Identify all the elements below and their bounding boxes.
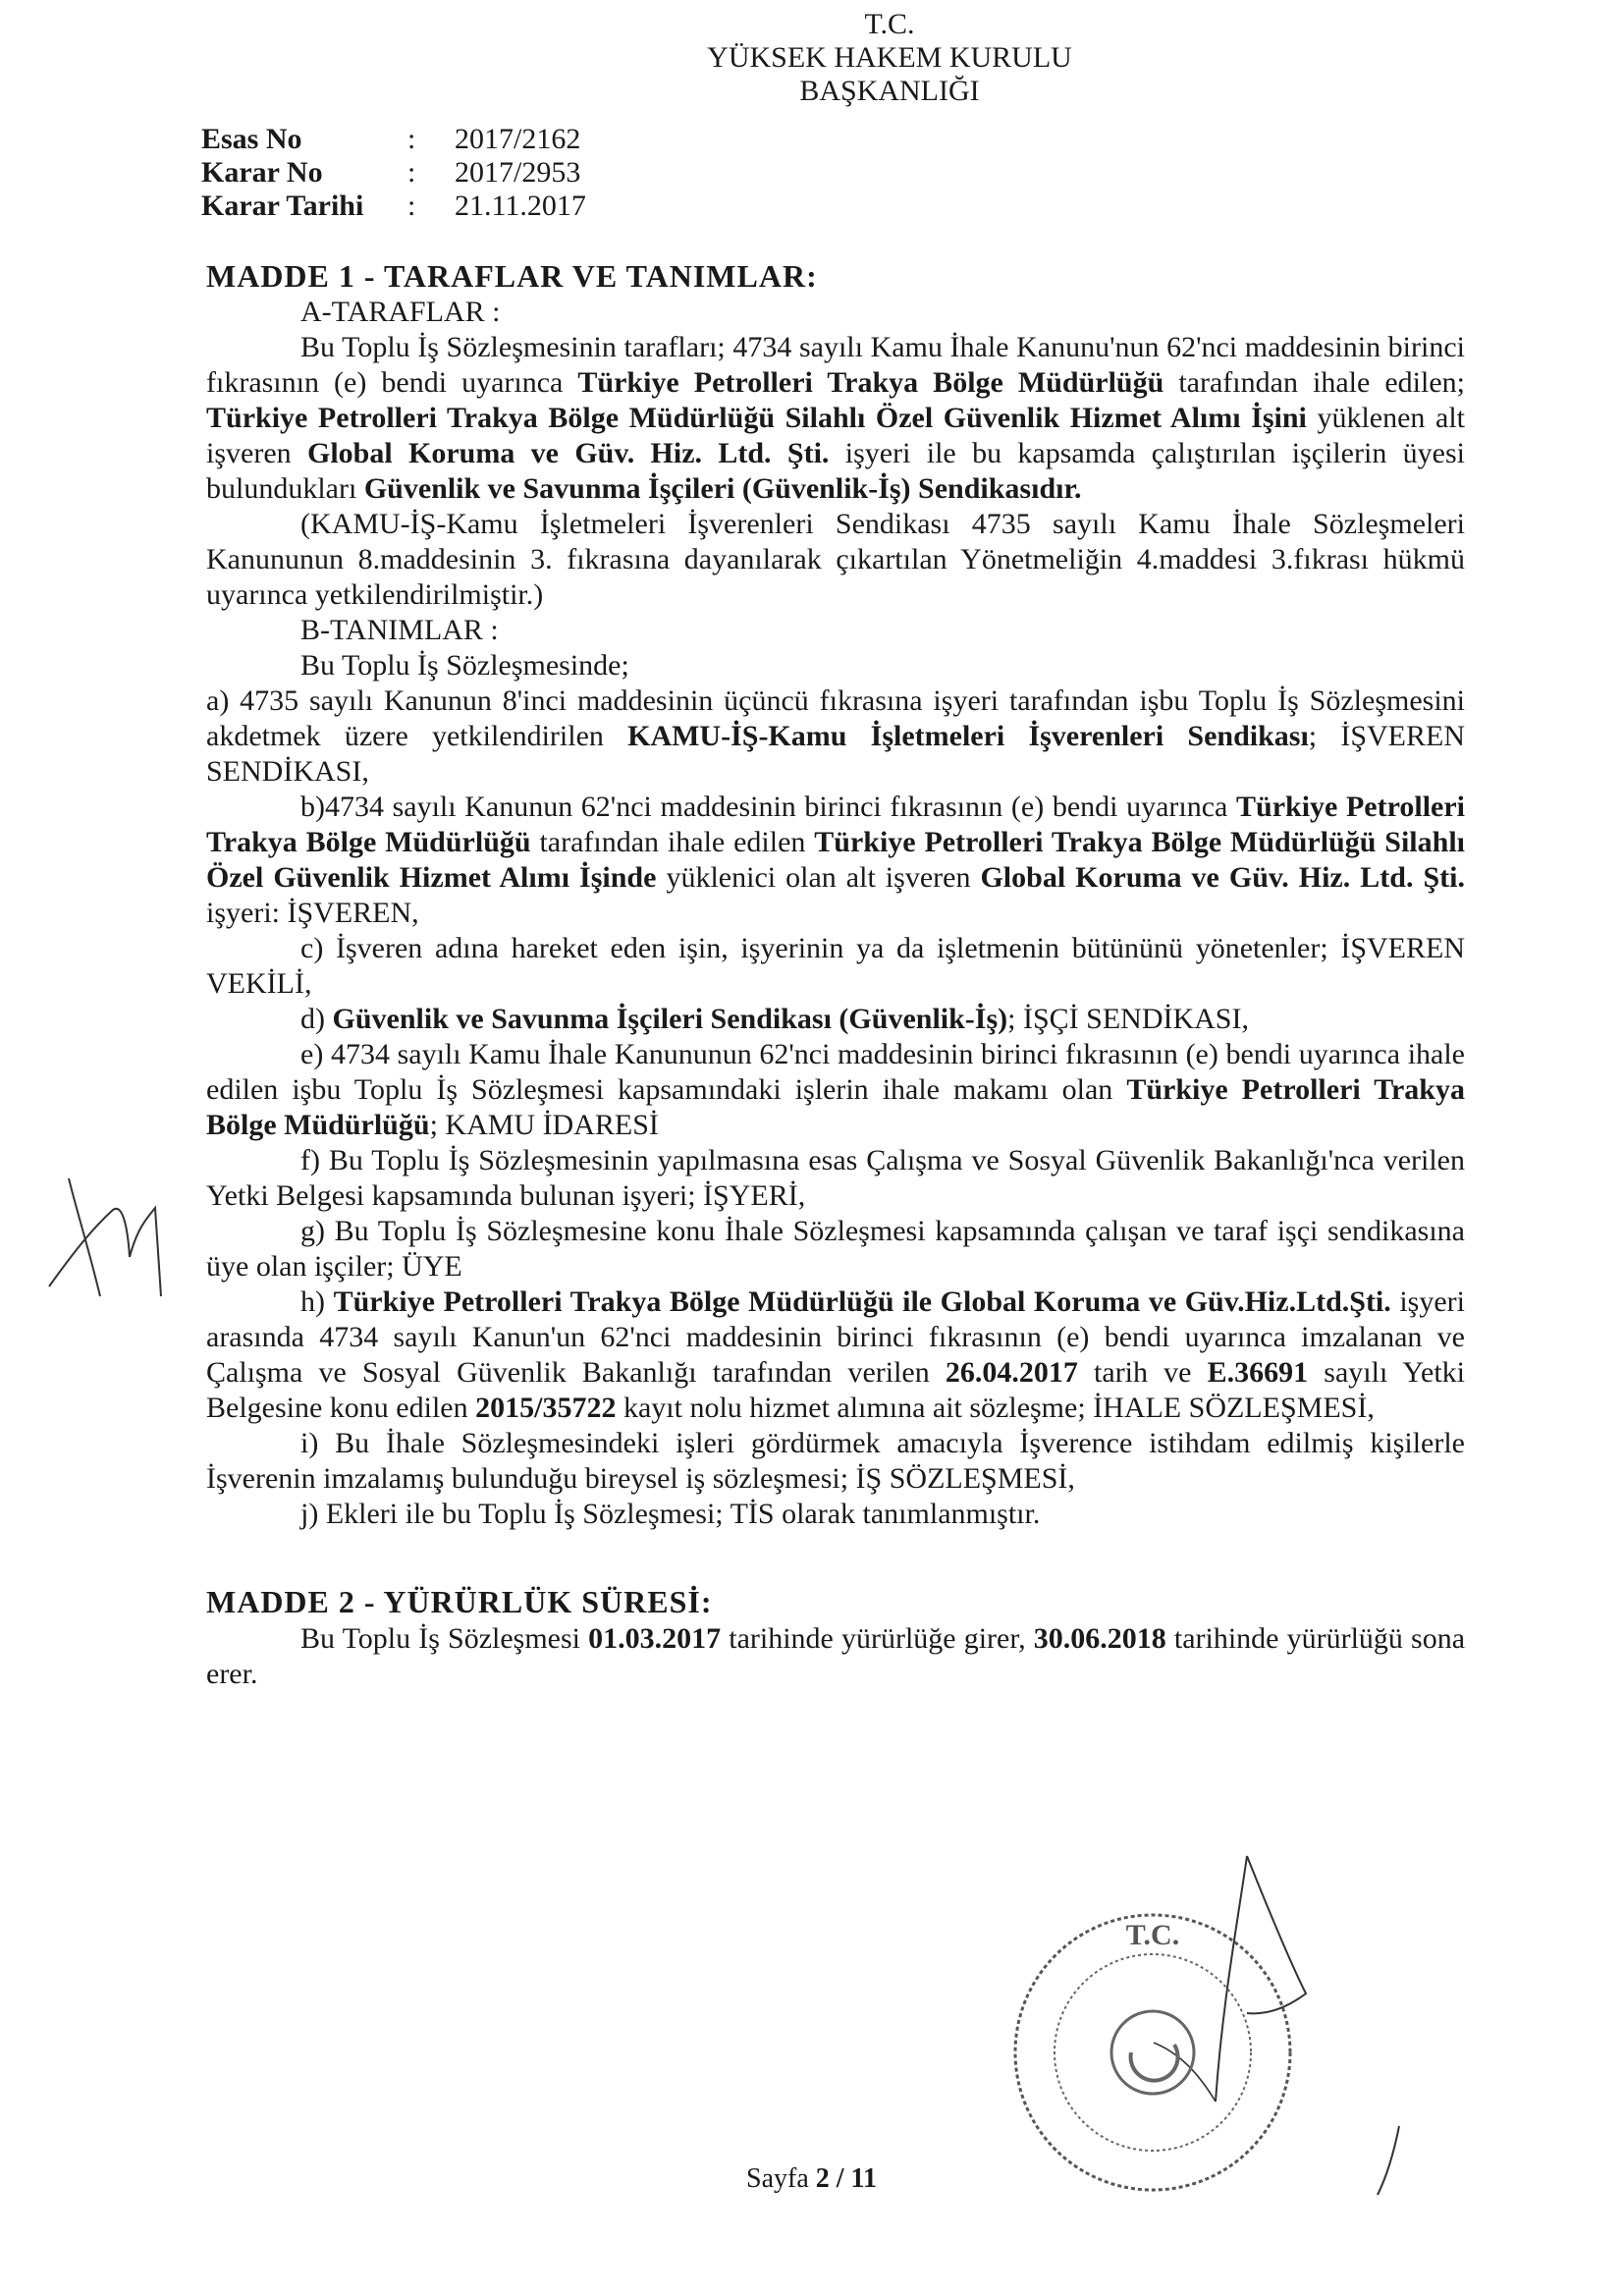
text: e) 4734 sayılı Kamu İhale Kanununun 62'nci maddesinin birinci fıkrasının (e) bendi uyarınca ihale edilen işbu Toplu İş Sözleşmesi kapsamındaki işlerin ihale makamı olan [206,1038,1465,1107]
text: tarihinde yürürlüğü sona erer. [206,1621,1466,1690]
text: j) Ekleri ile bu Toplu İş Sözleşmesi; TİS olarak tanımlanmıştır. [300,1498,1041,1531]
text: ; KAMU İDARESİ [429,1109,659,1142]
text: işyeri arasında 4734 sayılı Kanun'un 62'nci maddesinin birinci fıkrasının (e) bendi uyarınca imzalanan ve Çalışma ve Sosyal Güvenlik Bakanlığı tarafından verilen [206,1285,1465,1390]
definition-item [206,1037,1465,1143]
text: yüklenen alt işveren [206,402,1465,470]
text: yüklenici olan alt işveren [656,861,981,895]
definition-item [206,931,1465,1002]
text: i) Bu İhale Sözleşmesindeki işleri gördürmek amacıyla İşverence istihdam edilmiş kişilerle İşverenin imzalamış bulunduğu bireysel iş sözleşmesi; İŞ SÖZLEŞMESİ, [206,1427,1465,1496]
seal-text: T.C. [1125,1919,1180,1951]
text: tarafından ihale edilen [530,826,815,859]
esas-row [201,122,586,155]
text: h) [300,1285,334,1319]
bold-text: KAMU-İŞ-Kamu İşletmeleri İşverenleri Sendikası [627,720,1309,753]
taraflar-paragraph [206,330,1465,507]
karar-label: Karar No [201,156,323,189]
bold-text: 30.06.2018 [1033,1621,1166,1655]
definition-item [206,683,1465,790]
karar-value: 2017/2953 [455,156,581,189]
text: tarafından ihale edilen; [1163,366,1465,400]
kamu-is-note: (KAMU-İŞ-Kamu İşletmeleri İşverenleri Sendikası 4735 sayılı Kamu İhale Sözleşmeleri Kanununun 8.maddesinin 3. fıkrasına dayanılarak çıkartılan Yönetmeliğin 4.maddesi 3.fıkrası hükmü uyarınca yetkilendirilmiştir.) [206,508,1465,612]
bold-text: Global Koruma ve Güv. Hiz. Ltd. Şti. [980,861,1465,895]
page-footer [0,2162,1623,2196]
esas-value: 2017/2162 [455,123,581,155]
bold-text: Türkiye Petrolleri Trakya Bölge Müdürlüğü ile Global Koruma ve Güv.Hiz.Ltd.Şti. [333,1285,1391,1319]
text: g) Bu Toplu İş Sözleşmesine konu İhale Sözleşmesi kapsamında çalışan ve taraf işçi sendikasına üye olan işçiler; ÜYE [206,1215,1465,1284]
header-court-name: YÜKSEK HAKEM KURULU [707,41,1072,74]
definition-item [206,1285,1465,1426]
tarih-value: 21.11.2017 [455,190,586,222]
text: sayılı Yetki Belgesine konu edilen [206,1356,1465,1425]
text: Bu Toplu İş Sözleşmesi [300,1621,589,1655]
definition-item [206,1002,1465,1037]
definition-item [206,790,1465,931]
definition-item [206,1214,1465,1285]
bold-text: E.36691 [1207,1356,1309,1390]
official-seal-stamp [1005,1905,1300,2200]
tarih-label: Karar Tarihi [201,190,364,222]
esas-label: Esas No [201,123,302,155]
bold-text: Türkiye Petrolleri Trakya Bölge Müdürlüğü [577,366,1164,400]
text: kayıt nolu hizmet alımına ait sözleşme; İHALE SÖZLEŞMESİ, [616,1392,1375,1425]
bold-text: 26.04.2017 [945,1356,1078,1390]
page-number: 2 / 11 [815,2163,877,2194]
definition-item [206,1143,1465,1214]
bold-text: Global Koruma ve Güv. Hiz. Ltd. Şti. [306,437,830,470]
header-presidency: BAŞKANLIĞI [799,75,980,107]
handwritten-initials [39,1159,167,1306]
header-tc: T.C. [864,8,915,40]
institution-header [393,8,1386,108]
definitions-list [206,683,1465,1532]
text: f) Bu Toplu İş Sözleşmesinin yapılmasına esas Çalışma ve Sosyal Güvenlik Bakanlığı'nca verilen Yetki Belgesi kapsamında bulunan işyeri; İŞYERİ, [206,1144,1465,1213]
colon: : [407,156,416,189]
bold-text: Türkiye Petrolleri Trakya Bölge Müdürlüğü [206,1073,1465,1142]
yururluk-paragraph [206,1621,1465,1692]
text: tarihinde yürürlüğe girer, [721,1621,1034,1655]
text: Bu Toplu İş Sözleşmesinin tarafları; 4734 sayılı Kamu İhale Kanunu'nun 62'nci maddesinin birinci fıkrasının (e) bendi uyarınca [206,331,1465,400]
text: a) 4735 sayılı Kanunun 8'inci maddesinin üçüncü fıkrasına işyeri tarafından işbu Toplu İş Sözleşmesini akdetmek üzere yetkilendirilen [206,684,1465,753]
tanimlar-intro: Bu Toplu İş Sözleşmesinde; [300,649,629,683]
colon: : [407,190,416,222]
text: ; İŞVEREN SENDİKASI, [206,720,1465,789]
madde1-heading: MADDE 1 - TARAFLAR VE TANIMLAR: [206,258,818,294]
text: d) [300,1003,333,1036]
text: tarih ve [1077,1356,1208,1390]
bold-text: Güvenlik ve Savunma İşçileri Sendikası (Güvenlik-İş) [332,1003,1008,1036]
colon: : [407,123,416,155]
definition-item [206,1426,1465,1497]
text: işyeri: İŞVEREN, [206,897,419,930]
text: c) İşveren adına hareket eden işin, işyerinin ya da işletmenin bütününü yönetenler; İŞVEREN VEKİLİ, [206,932,1465,1001]
a-taraflar-title: A-TARAFLAR : [300,296,501,329]
bold-text: Türkiye Petrolleri Trakya Bölge Müdürlüğü Silahlı Özel Güvenlik Hizmet Alımı İşini [206,402,1307,435]
bold-text: Türkiye Petrolleri Trakya Bölge Müdürlüğü [206,791,1465,859]
madde2-heading: MADDE 2 - YÜRÜRLÜK SÜRESİ: [206,1584,713,1620]
definition-item [206,1497,1465,1532]
bold-text: Türkiye Petrolleri Trakya Bölge Müdürlüğü Silahlı Özel Güvenlik Hizmet Alımı İşinde [206,826,1465,895]
case-metadata [201,122,586,222]
bold-text: 01.03.2017 [588,1621,722,1655]
tarih-row [201,189,586,222]
text: ; İŞÇİ SENDİKASI, [1007,1003,1249,1036]
text: işyeri ile bu kapsamda çalıştırılan işçilerin üyesi bulundukları [206,437,1465,506]
bold-text: 2015/35722 [475,1392,617,1425]
karar-row [201,155,586,189]
page-label: Sayfa [746,2163,816,2194]
b-tanimlar-title: B-TANIMLAR : [300,614,499,647]
text: b)4734 sayılı Kanunun 62'nci maddesinin birinci fıkrasının (e) bendi uyarınca [300,791,1236,824]
bold-text: Güvenlik ve Savunma İşçileri (Güvenlik-İş) Sendikasıdır. [363,472,1082,506]
document-body [206,257,1465,1692]
